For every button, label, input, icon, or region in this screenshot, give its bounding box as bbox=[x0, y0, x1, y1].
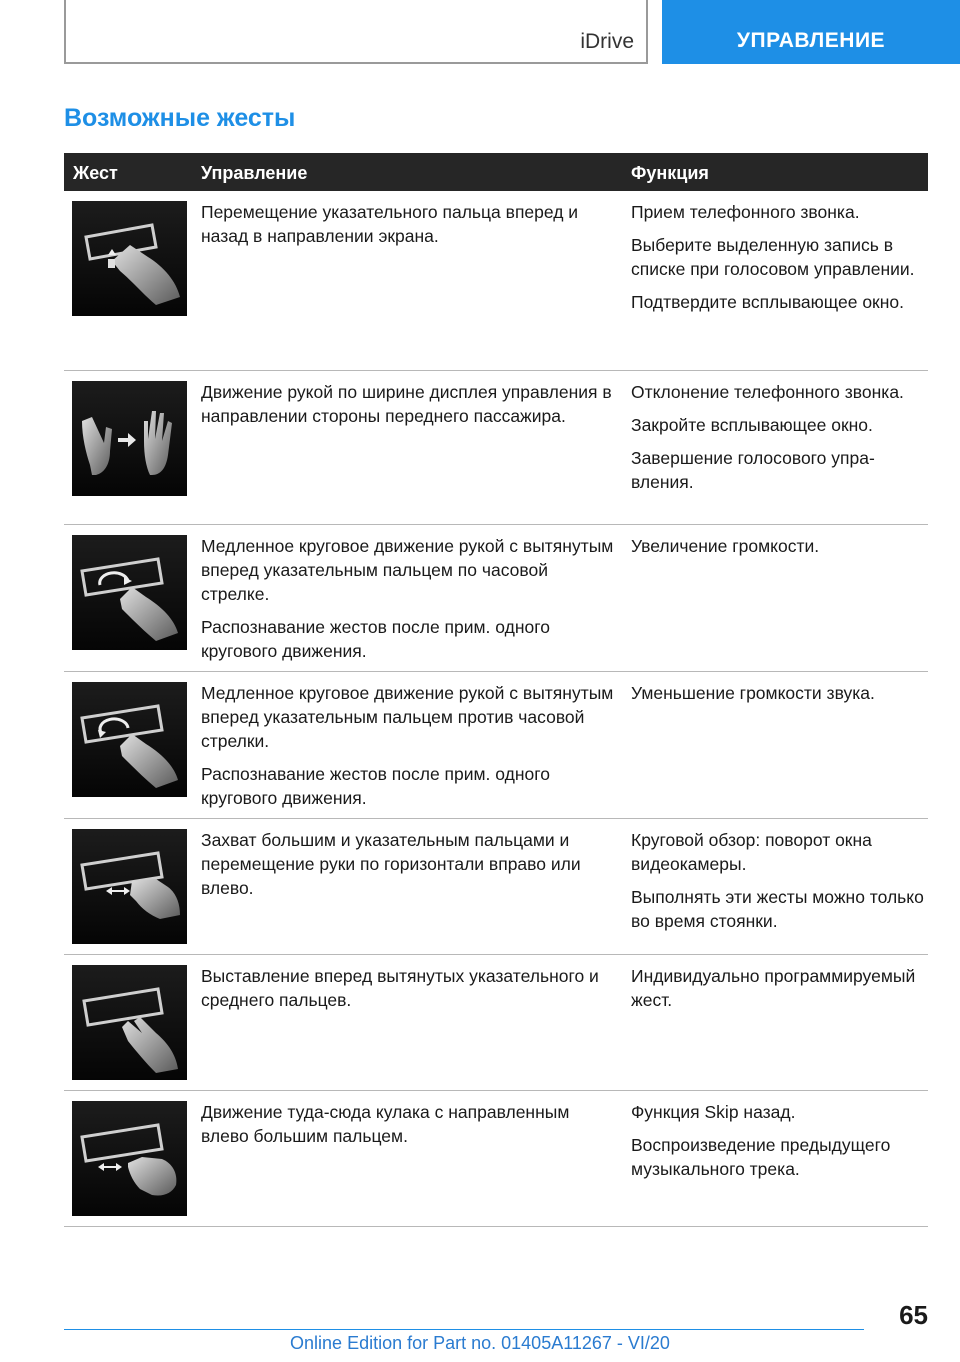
function-text: Функция Skip назад. bbox=[631, 1102, 796, 1122]
page-number: 65 bbox=[899, 1300, 928, 1330]
gesture-fist-thumb-icon bbox=[72, 1101, 187, 1216]
control-text: Захват большим и указательным пальцами и перемещение руки по горизонтали вправо или влево. bbox=[201, 830, 581, 898]
function-text: Завершение голосового управления. bbox=[631, 448, 875, 492]
function-text: Отклонение телефонного звонка. bbox=[631, 382, 904, 402]
control-text: Движение туда-сюда кулака с направленным влево большим пальцем. bbox=[201, 1102, 570, 1146]
function-text: Увеличение громкости. bbox=[631, 536, 820, 556]
footer-edition-text: Online Edition for Part no. 01405A11267 - VI/20 bbox=[290, 1333, 670, 1353]
function-text: Прием телефонного звонка. bbox=[631, 202, 860, 222]
table-row bbox=[64, 371, 928, 525]
table-header bbox=[64, 153, 928, 191]
table-row bbox=[64, 819, 928, 955]
function-text: Выберите выделенную запись в списке при голосовом управлении. bbox=[631, 235, 915, 279]
header-section-box bbox=[64, 0, 648, 64]
control-text: Перемещение указательного пальца вперед и назад в направлении экрана. bbox=[201, 202, 579, 246]
footer-divider bbox=[64, 1329, 864, 1330]
table-row bbox=[64, 1091, 928, 1227]
function-text: Подтвердите всплывающее окно. bbox=[631, 292, 904, 312]
table-row bbox=[64, 191, 928, 371]
function-text: Воспроизведение предыдущего музыкального трека. bbox=[631, 1135, 891, 1179]
header-section: iDrive bbox=[580, 30, 634, 53]
function-text: Выполнять эти жесты можно только во время стоянки. bbox=[631, 887, 924, 931]
control-text: Медленное круговое движение рукой с вытянутым вперед указательным пальцем против часовой стрелки. bbox=[201, 683, 614, 751]
page-title: Возможные жесты bbox=[64, 104, 296, 132]
function-text: Индивидуально программируемый жест. bbox=[631, 966, 916, 1010]
gesture-pinch-move-icon bbox=[72, 829, 187, 944]
function-text: Уменьшение громкости звука. bbox=[631, 683, 875, 703]
table-row bbox=[64, 955, 928, 1091]
control-text: Выставление вперед вытянутых указательного и среднего пальцев. bbox=[201, 966, 599, 1010]
function-text: Закройте всплывающее окно. bbox=[631, 415, 873, 435]
column-header-function: Функция bbox=[631, 163, 709, 183]
function-text: Круговой обзор: поворот окна видеокамеры. bbox=[631, 830, 872, 874]
control-text: Движение рукой по ширине дисплея управления в направлении стороны переднего пассажира. bbox=[201, 382, 612, 426]
header-chapter: УПРАВЛЕНИЕ bbox=[736, 29, 886, 52]
control-text: Распознавание жестов после прим. одного кругового движения. bbox=[201, 617, 550, 661]
table-row bbox=[64, 672, 928, 819]
header-chapter-tab bbox=[662, 0, 960, 64]
gesture-circle-counterclockwise-icon bbox=[72, 682, 187, 797]
control-text: Распознавание жестов после прим. одного кругового движения. bbox=[201, 764, 550, 808]
table-row bbox=[64, 525, 928, 672]
row-divider bbox=[64, 1226, 928, 1227]
gesture-point-forward-back-icon bbox=[72, 201, 187, 316]
gesture-swipe-hand-icon bbox=[72, 381, 187, 496]
column-header-gesture: Жест bbox=[73, 163, 118, 183]
gesture-two-fingers-icon bbox=[72, 965, 187, 1080]
control-text: Медленное круговое движение рукой с вытянутым вперед указательным пальцем по часовой стрелке. bbox=[201, 536, 614, 604]
column-header-control: Управление bbox=[201, 163, 308, 183]
gesture-circle-clockwise-icon bbox=[72, 535, 187, 650]
